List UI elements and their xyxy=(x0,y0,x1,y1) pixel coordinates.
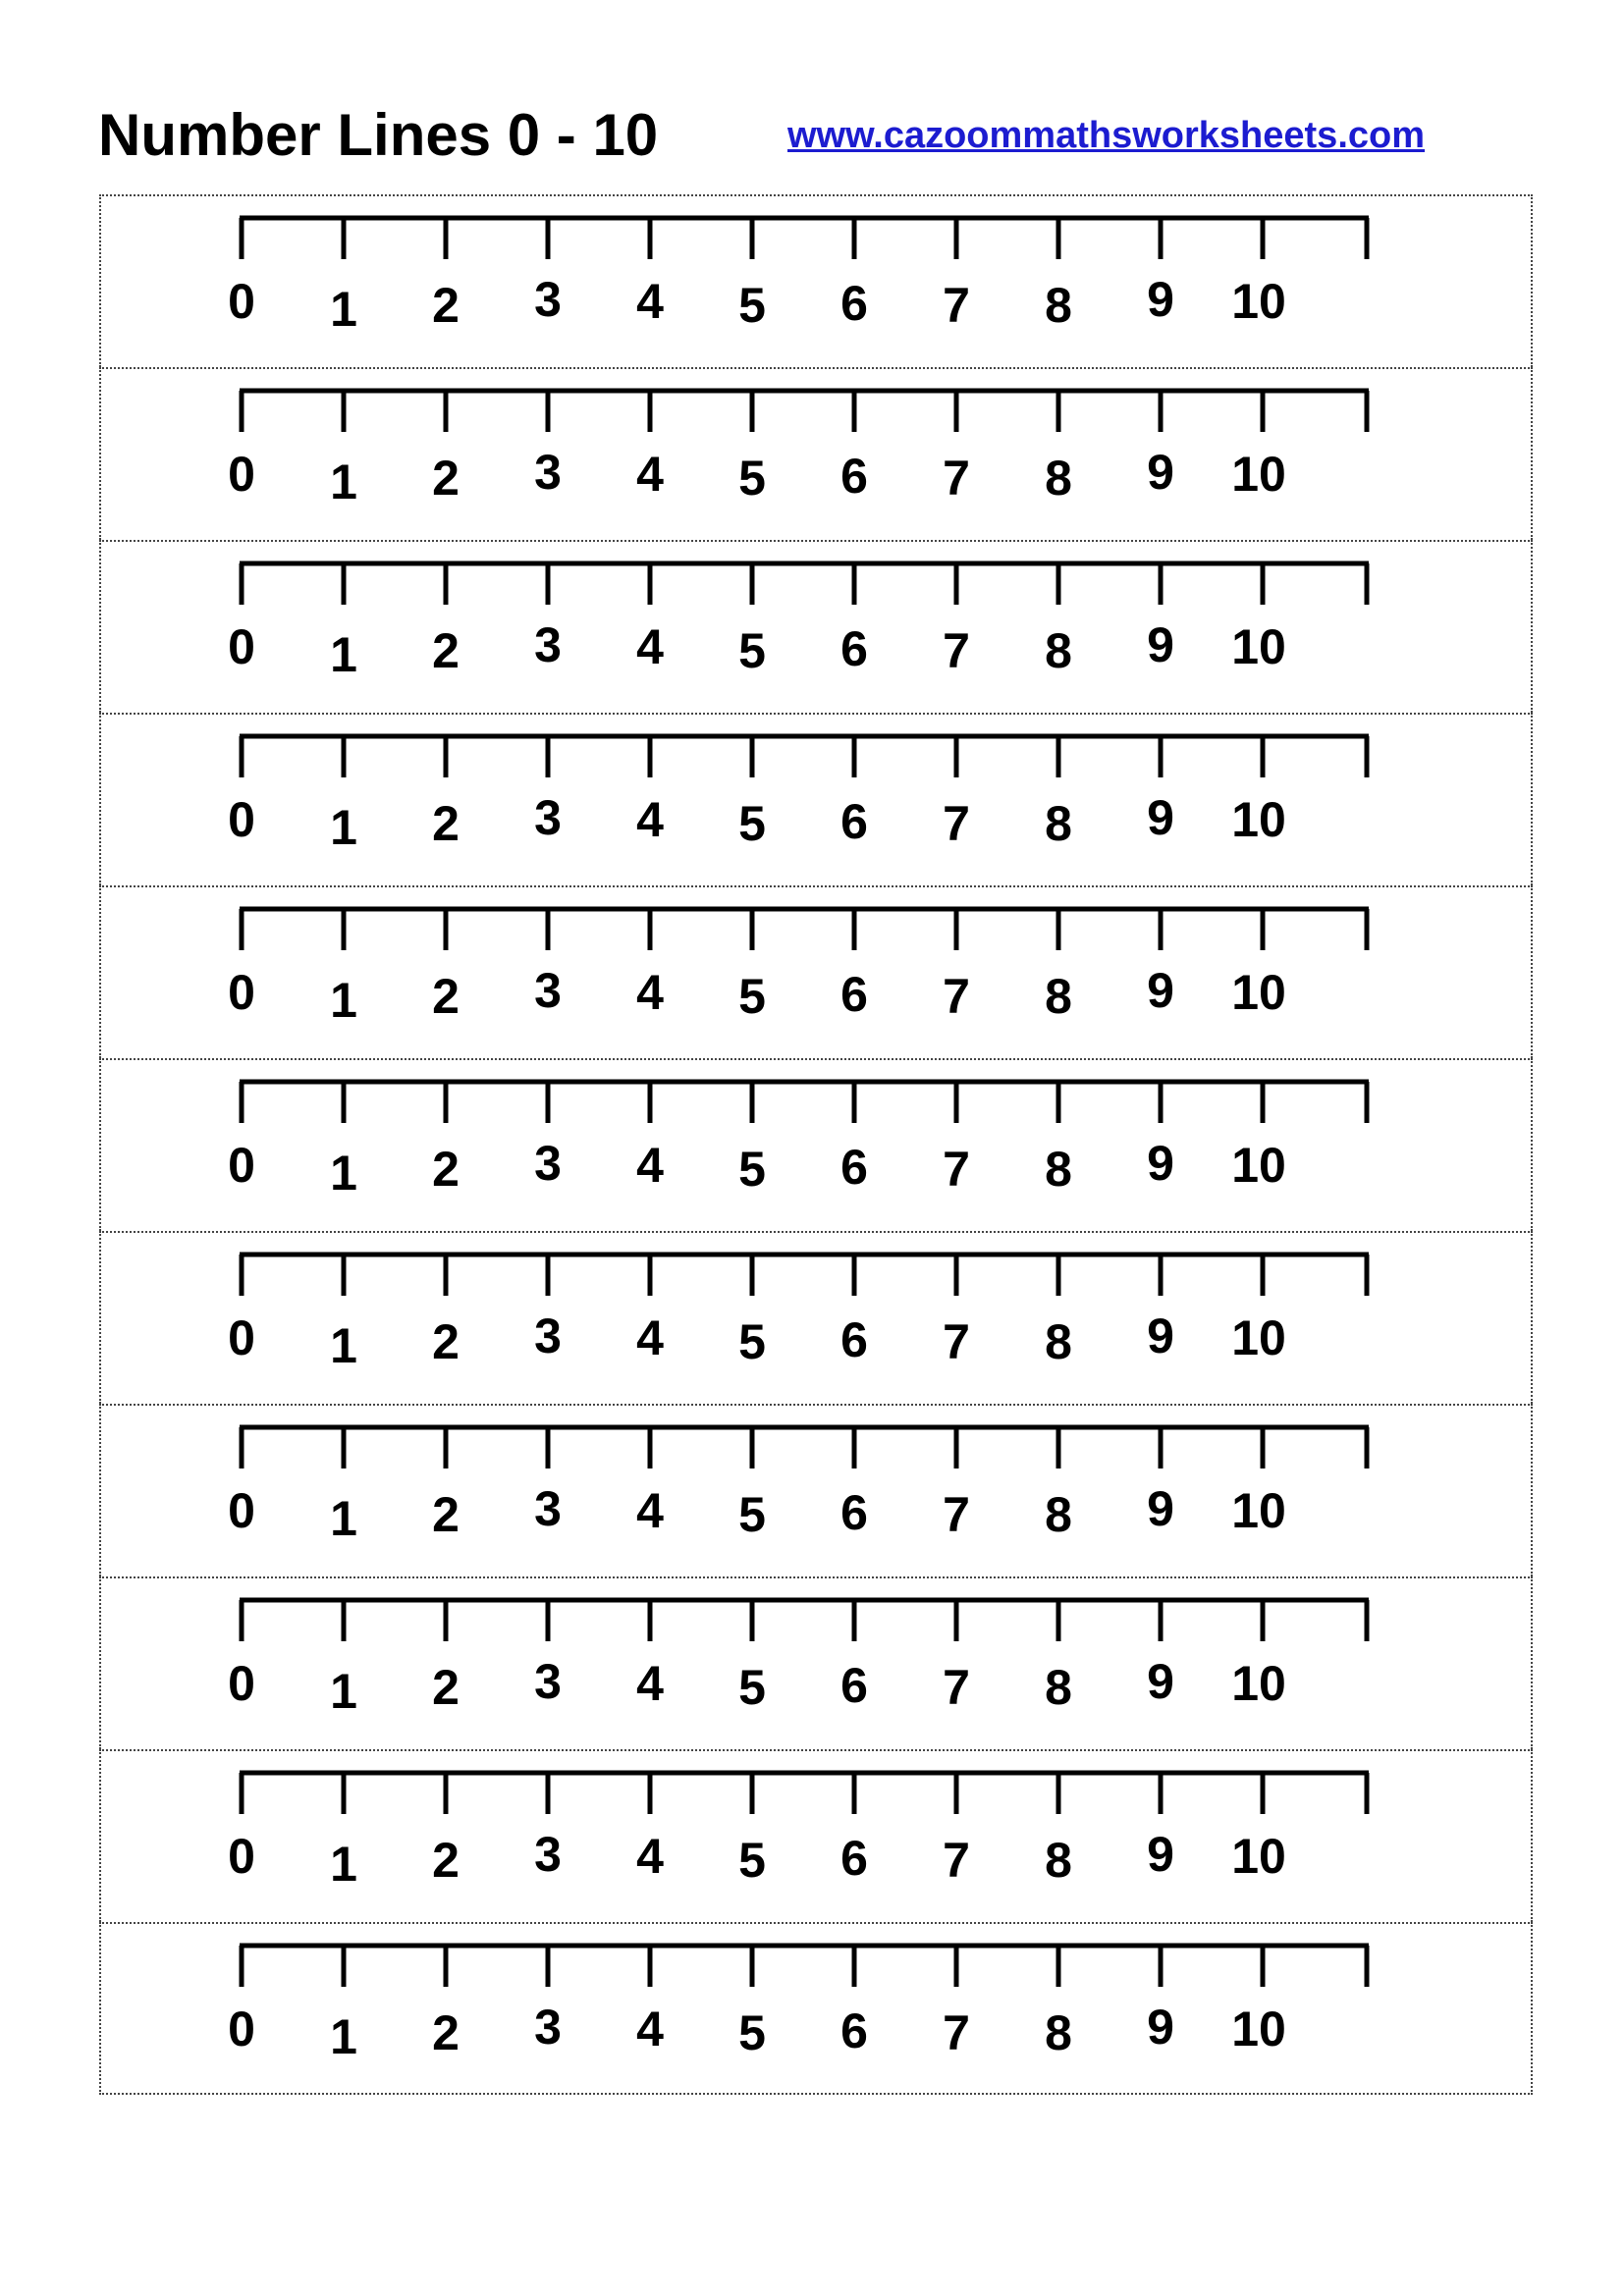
tick-label-0: 0 xyxy=(228,1829,255,1884)
tick-label-1: 1 xyxy=(330,2009,357,2064)
number-line-strip xyxy=(99,367,1533,540)
tick-label-1: 1 xyxy=(330,1491,357,1546)
tick-label-8: 8 xyxy=(1045,969,1072,1024)
website-link[interactable]: www.cazoommathsworksheets.com xyxy=(787,115,1426,156)
tick-label-8: 8 xyxy=(1045,278,1072,333)
tick-label-7: 7 xyxy=(943,1487,970,1542)
tick-label-0: 0 xyxy=(228,965,255,1020)
tick-label-6: 6 xyxy=(840,1140,868,1195)
tick-label-4: 4 xyxy=(636,274,664,329)
tick-label-6: 6 xyxy=(840,1831,868,1886)
number-line xyxy=(101,1924,1535,2097)
tick-label-10: 10 xyxy=(1231,2002,1286,2056)
tick-label-4: 4 xyxy=(636,1483,664,1538)
tick-label-7: 7 xyxy=(943,623,970,678)
tick-label-10: 10 xyxy=(1231,1656,1286,1711)
tick-label-0: 0 xyxy=(228,2002,255,2056)
tick-label-0: 0 xyxy=(228,792,255,847)
number-line xyxy=(101,369,1535,542)
tick-label-4: 4 xyxy=(636,1138,664,1193)
tick-label-6: 6 xyxy=(840,621,868,676)
tick-label-9: 9 xyxy=(1147,1654,1174,1709)
tick-label-4: 4 xyxy=(636,619,664,674)
tick-label-1: 1 xyxy=(330,800,357,855)
tick-label-3: 3 xyxy=(534,1481,562,1536)
tick-label-2: 2 xyxy=(432,796,460,851)
tick-label-7: 7 xyxy=(943,1833,970,1888)
tick-label-4: 4 xyxy=(636,965,664,1020)
tick-label-3: 3 xyxy=(534,1654,562,1709)
number-line-strip xyxy=(99,194,1533,367)
tick-label-7: 7 xyxy=(943,796,970,851)
tick-label-3: 3 xyxy=(534,2000,562,2055)
number-line xyxy=(101,715,1535,887)
tick-label-3: 3 xyxy=(534,445,562,500)
tick-label-10: 10 xyxy=(1231,792,1286,847)
number-line-strip xyxy=(99,713,1533,885)
tick-label-7: 7 xyxy=(943,1142,970,1197)
tick-label-3: 3 xyxy=(534,272,562,327)
number-line-strip xyxy=(99,1749,1533,1922)
tick-label-8: 8 xyxy=(1045,2005,1072,2060)
tick-label-3: 3 xyxy=(534,790,562,845)
tick-label-1: 1 xyxy=(330,1837,357,1892)
tick-label-5: 5 xyxy=(738,1833,766,1888)
number-line-strip xyxy=(99,885,1533,1058)
tick-label-8: 8 xyxy=(1045,623,1072,678)
tick-label-5: 5 xyxy=(738,1487,766,1542)
tick-label-10: 10 xyxy=(1231,274,1286,329)
tick-label-6: 6 xyxy=(840,1485,868,1540)
tick-label-1: 1 xyxy=(330,1318,357,1373)
tick-label-5: 5 xyxy=(738,796,766,851)
tick-label-10: 10 xyxy=(1231,965,1286,1020)
tick-label-3: 3 xyxy=(534,1827,562,1882)
tick-label-8: 8 xyxy=(1045,451,1072,506)
tick-label-5: 5 xyxy=(738,623,766,678)
number-line-strip xyxy=(99,1404,1533,1576)
tick-label-6: 6 xyxy=(840,794,868,849)
tick-label-7: 7 xyxy=(943,1660,970,1715)
tick-label-6: 6 xyxy=(840,967,868,1022)
tick-label-0: 0 xyxy=(228,1656,255,1711)
tick-label-0: 0 xyxy=(228,274,255,329)
tick-label-9: 9 xyxy=(1147,2000,1174,2055)
tick-label-9: 9 xyxy=(1147,790,1174,845)
number-line-strip xyxy=(99,1058,1533,1231)
tick-label-9: 9 xyxy=(1147,1481,1174,1536)
number-line xyxy=(101,1233,1535,1406)
tick-label-5: 5 xyxy=(738,1314,766,1369)
tick-label-8: 8 xyxy=(1045,1142,1072,1197)
tick-label-7: 7 xyxy=(943,1314,970,1369)
tick-label-1: 1 xyxy=(330,1664,357,1719)
tick-label-7: 7 xyxy=(943,451,970,506)
tick-label-8: 8 xyxy=(1045,1833,1072,1888)
tick-label-10: 10 xyxy=(1231,619,1286,674)
tick-label-9: 9 xyxy=(1147,963,1174,1018)
number-line xyxy=(101,1751,1535,1924)
tick-label-0: 0 xyxy=(228,619,255,674)
tick-label-0: 0 xyxy=(228,447,255,502)
number-line-strip xyxy=(99,1231,1533,1404)
tick-label-4: 4 xyxy=(636,1310,664,1365)
tick-label-2: 2 xyxy=(432,1142,460,1197)
number-line xyxy=(101,1060,1535,1233)
tick-label-6: 6 xyxy=(840,1312,868,1367)
number-line xyxy=(101,196,1535,369)
tick-label-0: 0 xyxy=(228,1310,255,1365)
tick-label-5: 5 xyxy=(738,278,766,333)
tick-label-9: 9 xyxy=(1147,272,1174,327)
tick-label-8: 8 xyxy=(1045,1487,1072,1542)
tick-label-9: 9 xyxy=(1147,617,1174,672)
tick-label-4: 4 xyxy=(636,792,664,847)
number-line xyxy=(101,542,1535,715)
tick-label-5: 5 xyxy=(738,969,766,1024)
tick-label-6: 6 xyxy=(840,2003,868,2058)
tick-label-1: 1 xyxy=(330,454,357,509)
number-line-strip xyxy=(99,1922,1533,2095)
tick-label-2: 2 xyxy=(432,1833,460,1888)
number-line xyxy=(101,1578,1535,1751)
tick-label-3: 3 xyxy=(534,617,562,672)
tick-label-2: 2 xyxy=(432,1314,460,1369)
tick-label-4: 4 xyxy=(636,1829,664,1884)
tick-label-2: 2 xyxy=(432,1660,460,1715)
number-line xyxy=(101,1406,1535,1578)
number-line-strip xyxy=(99,1576,1533,1749)
tick-label-5: 5 xyxy=(738,1660,766,1715)
tick-label-8: 8 xyxy=(1045,796,1072,851)
tick-label-8: 8 xyxy=(1045,1660,1072,1715)
tick-label-0: 0 xyxy=(228,1138,255,1193)
tick-label-7: 7 xyxy=(943,969,970,1024)
tick-label-2: 2 xyxy=(432,1487,460,1542)
tick-label-10: 10 xyxy=(1231,1138,1286,1193)
tick-label-2: 2 xyxy=(432,2005,460,2060)
tick-label-3: 3 xyxy=(534,963,562,1018)
tick-label-9: 9 xyxy=(1147,1308,1174,1363)
tick-label-1: 1 xyxy=(330,1146,357,1201)
tick-label-2: 2 xyxy=(432,278,460,333)
tick-label-1: 1 xyxy=(330,973,357,1028)
tick-label-5: 5 xyxy=(738,451,766,506)
tick-label-3: 3 xyxy=(534,1136,562,1191)
tick-label-2: 2 xyxy=(432,623,460,678)
tick-label-5: 5 xyxy=(738,2005,766,2060)
tick-label-6: 6 xyxy=(840,1658,868,1713)
number-line-strip xyxy=(99,540,1533,713)
tick-label-2: 2 xyxy=(432,451,460,506)
tick-label-4: 4 xyxy=(636,447,664,502)
number-line-sheet xyxy=(99,194,1533,2091)
tick-label-8: 8 xyxy=(1045,1314,1072,1369)
page-header xyxy=(98,96,1532,175)
tick-label-4: 4 xyxy=(636,1656,664,1711)
tick-label-1: 1 xyxy=(330,627,357,682)
tick-label-7: 7 xyxy=(943,2005,970,2060)
tick-label-10: 10 xyxy=(1231,1829,1286,1884)
tick-label-9: 9 xyxy=(1147,445,1174,500)
tick-label-10: 10 xyxy=(1231,1483,1286,1538)
tick-label-9: 9 xyxy=(1147,1827,1174,1882)
tick-label-5: 5 xyxy=(738,1142,766,1197)
tick-label-0: 0 xyxy=(228,1483,255,1538)
tick-label-10: 10 xyxy=(1231,1310,1286,1365)
tick-label-4: 4 xyxy=(636,2002,664,2056)
tick-label-2: 2 xyxy=(432,969,460,1024)
tick-label-10: 10 xyxy=(1231,447,1286,502)
tick-label-6: 6 xyxy=(840,449,868,504)
tick-label-9: 9 xyxy=(1147,1136,1174,1191)
tick-label-6: 6 xyxy=(840,276,868,331)
page-title: Number Lines 0 - 10 xyxy=(98,102,659,168)
number-line xyxy=(101,887,1535,1060)
tick-label-3: 3 xyxy=(534,1308,562,1363)
tick-label-7: 7 xyxy=(943,278,970,333)
tick-label-1: 1 xyxy=(330,282,357,337)
